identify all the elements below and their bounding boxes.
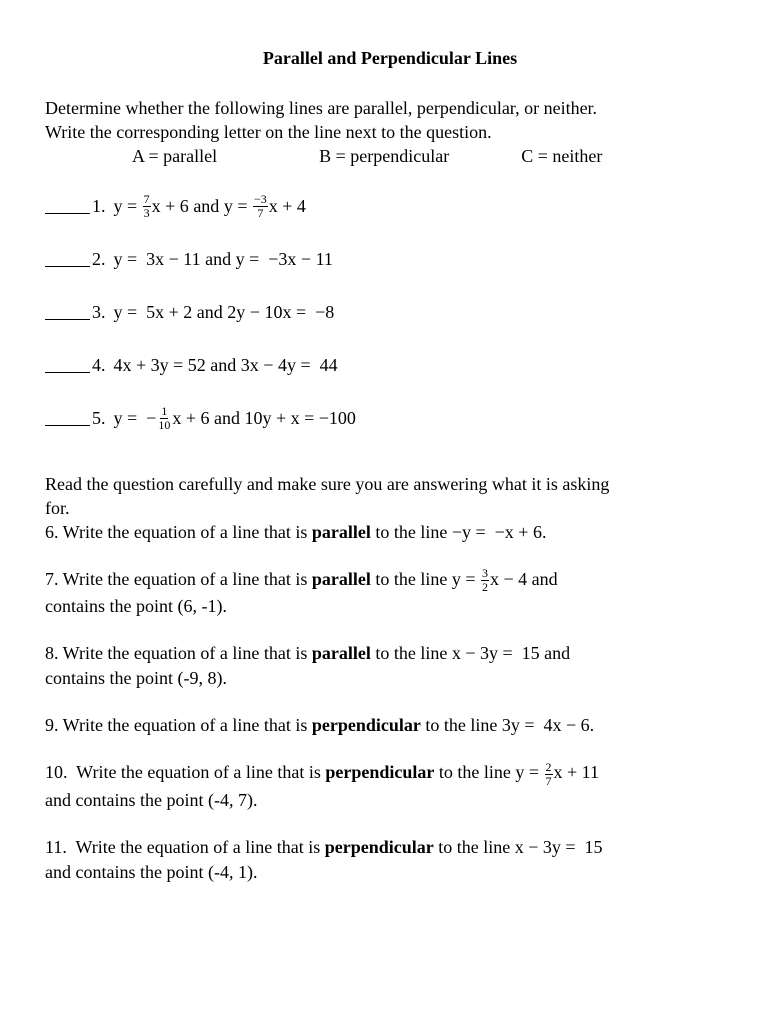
written-questions <box>45 472 735 885</box>
question-6: 6. Write the equation of a line that is parallel to the line −y = −x + 6. <box>45 522 547 542</box>
question-text: y = 3x − 11 and y = −3x − 11 <box>113 248 333 269</box>
question-1: 1. y = $\frac{7}{3}$ x + 6 and y = $\frac{-3}{7}$ x + 4 <box>45 182 735 230</box>
instructions <box>45 96 735 168</box>
answer-blank-3[interactable] <box>45 305 90 320</box>
fraction: $\frac{2}{7}$ <box>545 759 552 788</box>
key-perpendicular: B = perpendicular <box>319 146 450 166</box>
fraction: $\frac{3}{2}$ <box>482 566 489 595</box>
instruction-line-1: Determine whether the following lines are parallel, perpendicular, or neither. <box>45 98 598 118</box>
fraction: $\frac{7}{3}$ <box>143 191 150 220</box>
multiple-choice-list <box>45 182 735 442</box>
equation-1b: y = <box>223 195 248 216</box>
question-8: 8. Write the equation of a line that is parallel to the line x − 3y = 15 and contains the point (-9, 8). <box>45 643 571 689</box>
section-instruction-1: Read the question carefully and make sure you are answering what it is asking <box>45 474 610 494</box>
fraction: $\frac{1}{10}$ <box>158 403 171 432</box>
fraction: $\frac{-3}{7}$ <box>253 191 267 220</box>
question-number: 1. <box>92 195 106 216</box>
section-instruction-2: for. <box>45 498 70 518</box>
answer-blank-5[interactable] <box>45 411 90 426</box>
question-text: y = 5x + 2 and 2y − 10x = −8 <box>113 301 335 322</box>
answer-blank-2[interactable] <box>45 252 90 267</box>
equation-1a: y = <box>113 195 138 216</box>
answer-blank-1[interactable] <box>45 199 90 214</box>
key-neither: C = neither <box>521 146 603 166</box>
question-text: 4x + 3y = 52 and 3x − 4y = 44 <box>113 354 338 375</box>
instruction-line-2: Write the corresponding letter on the line next to the question. <box>45 122 492 142</box>
question-11: 11. Write the equation of a line that is perpendicular to the line x − 3y = 15 and contains the point (-4, 1). <box>45 836 603 882</box>
answer-blank-4[interactable] <box>45 358 90 373</box>
page-title: Parallel and Perpendicular Lines <box>262 48 518 68</box>
question-4: 4. 4x + 3y = 52 and 3x − 4y = 44 <box>45 341 735 389</box>
question-10: 10. Write the equation of a line that is perpendicular to the line y = $\frac{2}{7}$ x + 11 and contains the point (-4, 7). <box>45 759 600 810</box>
key-parallel: A = parallel <box>132 146 218 166</box>
answer-key <box>45 144 735 168</box>
question-7: 7. Write the equation of a line that is parallel to the line y = $\frac{3}{2}$ x − 4 and contains the point (6, -1). <box>45 566 558 617</box>
worksheet-page <box>45 46 735 885</box>
question-3: 3. y = 5x + 2 and 2y − 10x = −8 <box>45 288 735 336</box>
question-9: 9. Write the equation of a line that is perpendicular to the line 3y = 4x − 6. <box>45 715 595 736</box>
question-5: 5. y = − $\frac{1}{10}$ x + 6 and 10y + x = −100 <box>45 394 735 442</box>
question-2: 2. y = 3x − 11 and y = −3x − 11 <box>45 235 735 283</box>
